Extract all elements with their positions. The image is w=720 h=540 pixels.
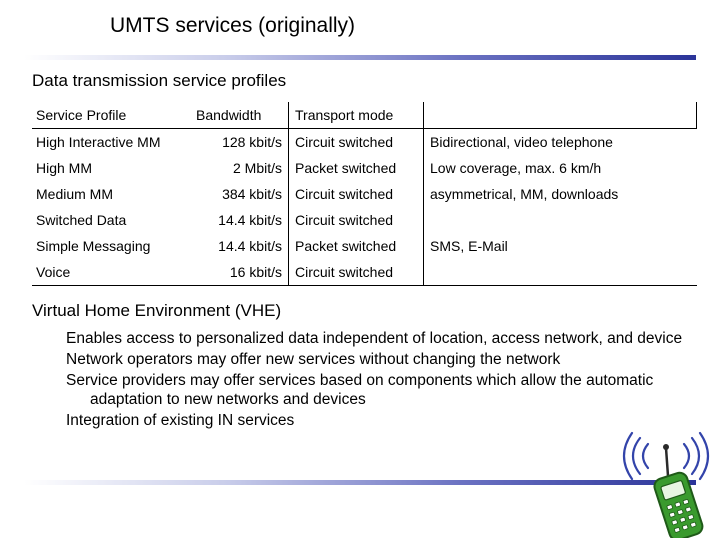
top-divider xyxy=(24,55,696,60)
cell-transport-mode: Packet switched xyxy=(289,233,424,259)
cell-service-profile: Switched Data xyxy=(36,212,127,228)
cell-notes: Bidirectional, video telephone xyxy=(424,129,697,156)
cell-notes xyxy=(424,259,697,286)
vhe-bullet-list xyxy=(66,329,686,432)
cell-bandwidth: 14.4 kbit/s xyxy=(218,238,282,254)
cell-notes: asymmetrical, MM, downloads xyxy=(424,181,697,207)
cell-transport-mode: Circuit switched xyxy=(289,207,424,233)
cell-transport-mode: Packet switched xyxy=(289,155,424,181)
cell-service-profile: Voice xyxy=(32,259,190,286)
slide-title: UMTS services (originally) xyxy=(110,14,356,37)
cell-bandwidth: 128 kbit/s xyxy=(222,134,282,150)
service-profiles-table xyxy=(32,102,697,286)
bottom-divider xyxy=(24,480,696,485)
header-bandwidth: Bandwidth xyxy=(190,102,289,129)
cell-notes xyxy=(424,207,697,233)
cell-bandwidth: 2 Mbit/s xyxy=(232,160,282,176)
section-heading-vhe: Virtual Home Environment (VHE) xyxy=(32,301,282,320)
list-item: Integration of existing IN services xyxy=(66,412,295,429)
table-row xyxy=(32,155,697,181)
table-row xyxy=(32,181,697,207)
list-item: Service providers may offer services based on components which allow the automatic adaptation to new networks and devices xyxy=(66,372,654,408)
table-row xyxy=(32,259,697,286)
cell-transport-mode: Circuit switched xyxy=(289,129,424,156)
list-item: Network operators may offer new services without changing the network xyxy=(66,351,561,368)
cell-service-profile: Medium MM xyxy=(36,186,114,202)
table-header-row xyxy=(32,102,697,129)
cell-bandwidth: 16 kbit/s xyxy=(190,259,289,286)
cell-transport-mode: Circuit switched xyxy=(289,259,424,286)
section-heading-profiles: Data transmission service profiles xyxy=(32,71,287,90)
header-transport-mode: Transport mode xyxy=(289,102,424,129)
table-row xyxy=(32,129,697,156)
mobile-phone-icon xyxy=(618,430,714,538)
header-service-profile: Service Profile xyxy=(32,102,190,129)
cell-service-profile: High Interactive MM xyxy=(36,134,161,150)
cell-bandwidth: 14.4 kbit/s xyxy=(218,212,282,228)
cell-bandwidth: 384 kbit/s xyxy=(222,186,282,202)
table-row xyxy=(32,207,697,233)
cell-transport-mode: Circuit switched xyxy=(289,181,424,207)
cell-service-profile: Simple Messaging xyxy=(36,238,151,254)
cell-notes: Low coverage, max. 6 km/h xyxy=(424,155,697,181)
cell-notes: SMS, E-Mail xyxy=(424,233,697,259)
table-row xyxy=(32,233,697,259)
header-notes xyxy=(424,102,697,129)
cell-service-profile: High MM xyxy=(36,160,93,176)
list-item: Enables access to personalized data independent of location, access network, and device xyxy=(66,330,683,347)
